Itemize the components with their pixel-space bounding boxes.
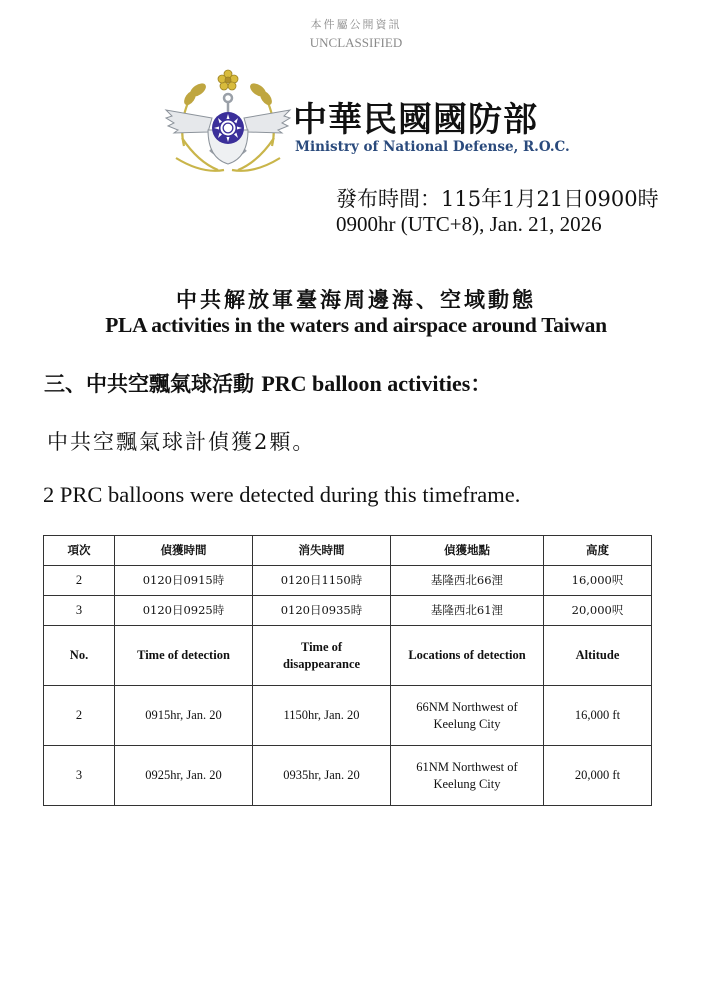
ministry-name-zh: 中華民國國防部 [293, 100, 538, 140]
table-row [44, 596, 652, 626]
section-heading-zh: 三、中共空飄氣球活動 [44, 371, 262, 396]
document-title-zh: 中共解放軍臺海周邊海、空域動態 [176, 287, 536, 312]
summary-en: 2 PRC balloons were detected during this timeframe. [43, 482, 521, 507]
header-cell: 項次 [44, 536, 115, 566]
table-row [44, 746, 652, 806]
header-cell: 偵獲時間 [115, 536, 253, 566]
section-heading [44, 368, 491, 398]
header-cell: Time of disappearance [253, 626, 391, 686]
ministry-name-en: Ministry of National Defense, R.O.C. [295, 139, 570, 155]
table-cell: 0120日0935時 [253, 596, 391, 626]
table-cell: 1150hr, Jan. 20 [253, 686, 391, 746]
header-cell: 高度 [544, 536, 652, 566]
table-cell: 0935hr, Jan. 20 [253, 746, 391, 806]
table-cell: 0925hr, Jan. 20 [115, 746, 253, 806]
table-cell: 3 [44, 596, 115, 626]
table-cell: 16,000呎 [544, 566, 652, 596]
table-cell: 基隆西北66浬 [391, 566, 544, 596]
table-row [44, 566, 652, 596]
table-row [44, 686, 652, 746]
table-cell: 2 [44, 566, 115, 596]
table-cell: 0120日0915時 [115, 566, 253, 596]
header-cell: No. [44, 626, 115, 686]
ministry-emblem-icon [162, 66, 294, 178]
header-cell: Altitude [544, 626, 652, 686]
header-cell: Time of detection [115, 626, 253, 686]
table-cell: 20,000 ft [544, 746, 652, 806]
table-header-row-en [44, 626, 652, 686]
section-heading-en: PRC balloon activities [261, 371, 471, 396]
section-heading-colon: ： [470, 371, 492, 396]
table-header-row-zh [44, 536, 652, 566]
ministry-header [162, 66, 570, 178]
summary-zh: 中共空飄氣球計偵獲2顆。 [47, 430, 316, 454]
header-cell: 偵獲地點 [391, 536, 544, 566]
header-cell: Locations of detection [391, 626, 544, 686]
header-cell: 消失時間 [253, 536, 391, 566]
table-cell: 20,000呎 [544, 596, 652, 626]
table-cell: 66NM Northwest of Keelung City [391, 686, 544, 746]
table-cell: 61NM Northwest of Keelung City [391, 746, 544, 806]
table-cell: 3 [44, 746, 115, 806]
balloon-activity-table [43, 535, 652, 806]
table-cell: 0120日0925時 [115, 596, 253, 626]
table-cell: 2 [44, 686, 115, 746]
release-time-zh: 發布時間：115年1月21日0900時 [336, 187, 659, 211]
table-cell: 0915hr, Jan. 20 [115, 686, 253, 746]
table-cell: 0120日1150時 [253, 566, 391, 596]
document-title-en: PLA activities in the waters and airspace around Taiwan [105, 313, 607, 337]
table-cell: 16,000 ft [544, 686, 652, 746]
classification-en: UNCLASSIFIED [309, 35, 403, 50]
release-time-en: 0900hr (UTC+8), Jan. 21, 2026 [336, 212, 602, 236]
table-cell: 基隆西北61浬 [391, 596, 544, 626]
classification-zh: 本件屬公開資訊 [310, 18, 402, 31]
